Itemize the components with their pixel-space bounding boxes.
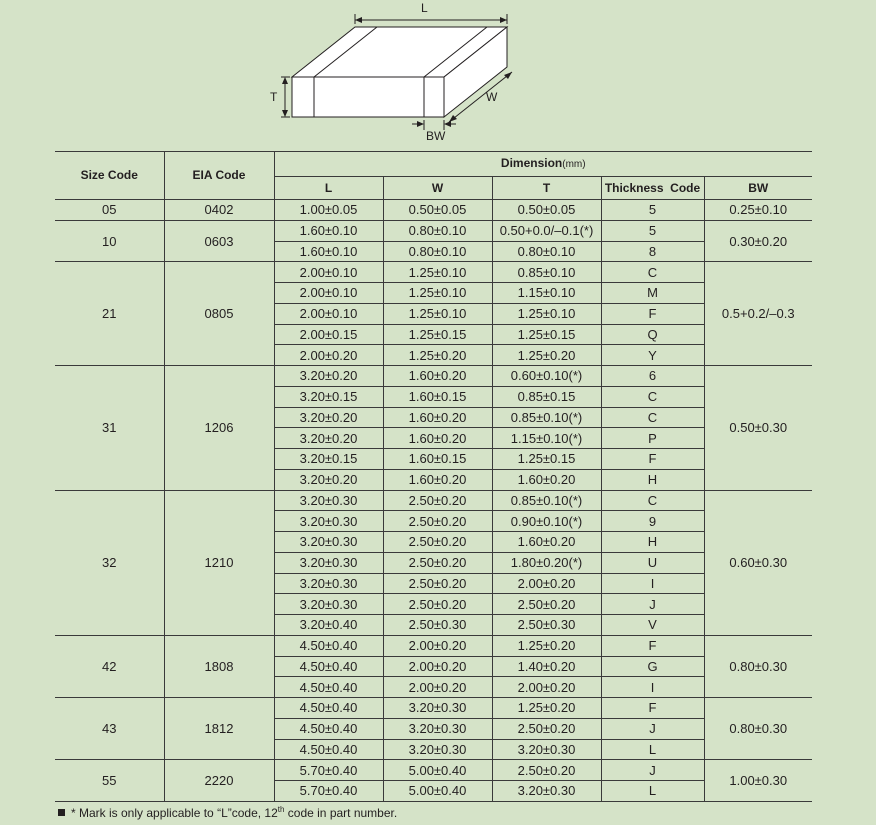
w-cell: 2.50±0.20: [383, 490, 492, 511]
t-cell: 1.80±0.20(*): [492, 552, 601, 573]
t-cell: 0.50+0.0/–0.1(*): [492, 220, 601, 241]
eia-code-cell: 0805: [164, 262, 274, 366]
size-code-cell: 21: [55, 262, 164, 366]
size-code-cell: 43: [55, 698, 164, 760]
t-cell: 1.25±0.20: [492, 635, 601, 656]
bw-cell: 0.50±0.30: [704, 366, 812, 491]
thickness-code-cell: F: [601, 635, 704, 656]
t-cell: 1.60±0.20: [492, 532, 601, 553]
w-cell: 2.50±0.20: [383, 532, 492, 553]
bullet-square-icon: [58, 809, 65, 816]
size-code-cell: 10: [55, 220, 164, 262]
l-cell: 3.20±0.20: [274, 407, 383, 428]
l-cell: 4.50±0.40: [274, 698, 383, 719]
w-cell: 2.00±0.20: [383, 656, 492, 677]
w-cell: 0.80±0.10: [383, 220, 492, 241]
t-cell: 2.00±0.20: [492, 677, 601, 698]
size-code-cell: 32: [55, 490, 164, 635]
thickness-code-cell: 5: [601, 200, 704, 221]
bw-cell: 0.60±0.30: [704, 490, 812, 635]
w-cell: 1.25±0.10: [383, 303, 492, 324]
thickness-code-cell: F: [601, 698, 704, 719]
thickness-code-cell: L: [601, 739, 704, 760]
t-cell: 2.00±0.20: [492, 573, 601, 594]
eia-code-cell: 1812: [164, 698, 274, 760]
l-cell: 4.50±0.40: [274, 739, 383, 760]
thickness-code-cell: F: [601, 303, 704, 324]
thickness-code-cell: M: [601, 283, 704, 304]
label-w: W: [486, 90, 498, 104]
l-cell: 3.20±0.40: [274, 615, 383, 636]
l-cell: 2.00±0.10: [274, 262, 383, 283]
t-cell: 2.50±0.20: [492, 718, 601, 739]
t-cell: 0.85±0.15: [492, 386, 601, 407]
t-cell: 0.85±0.10: [492, 262, 601, 283]
w-cell: 2.50±0.30: [383, 615, 492, 636]
l-cell: 3.20±0.30: [274, 573, 383, 594]
t-cell: 1.15±0.10: [492, 283, 601, 304]
thickness-code-cell: V: [601, 615, 704, 636]
t-cell: 1.60±0.20: [492, 469, 601, 490]
w-cell: 0.50±0.05: [383, 200, 492, 221]
footnote: * Mark is only applicable to “L”code, 12th code in part number.: [58, 805, 397, 820]
l-cell: 4.50±0.40: [274, 677, 383, 698]
l-cell: 4.50±0.40: [274, 635, 383, 656]
bw-cell: 0.5+0.2/–0.3: [704, 262, 812, 366]
w-cell: 3.20±0.30: [383, 739, 492, 760]
thickness-code-cell: C: [601, 262, 704, 283]
w-cell: 2.00±0.20: [383, 635, 492, 656]
l-cell: 4.50±0.40: [274, 656, 383, 677]
header-size-code: Size Code: [55, 152, 164, 200]
bw-cell: 1.00±0.30: [704, 760, 812, 802]
bw-cell: 0.80±0.30: [704, 635, 812, 697]
size-code-cell: 05: [55, 200, 164, 221]
l-cell: 4.50±0.40: [274, 718, 383, 739]
l-cell: 3.20±0.20: [274, 428, 383, 449]
l-cell: 2.00±0.20: [274, 345, 383, 366]
l-cell: 1.60±0.10: [274, 241, 383, 262]
thickness-code-cell: H: [601, 532, 704, 553]
l-cell: 3.20±0.15: [274, 449, 383, 470]
thickness-code-cell: Q: [601, 324, 704, 345]
table-row: [55, 200, 812, 221]
l-cell: 3.20±0.20: [274, 366, 383, 387]
w-cell: 2.00±0.20: [383, 677, 492, 698]
t-cell: 1.25±0.20: [492, 345, 601, 366]
l-cell: 5.70±0.40: [274, 781, 383, 802]
eia-code-cell: 1808: [164, 635, 274, 697]
w-cell: 2.50±0.20: [383, 594, 492, 615]
t-cell: 2.50±0.20: [492, 594, 601, 615]
thickness-code-cell: I: [601, 677, 704, 698]
thickness-code-cell: 9: [601, 511, 704, 532]
t-cell: 2.50±0.30: [492, 615, 601, 636]
t-cell: 0.60±0.10(*): [492, 366, 601, 387]
thickness-code-cell: C: [601, 407, 704, 428]
w-cell: 2.50±0.20: [383, 552, 492, 573]
label-l: L: [421, 1, 428, 15]
thickness-code-cell: J: [601, 760, 704, 781]
t-cell: 0.80±0.10: [492, 241, 601, 262]
table-row: [55, 220, 812, 241]
l-cell: 3.20±0.15: [274, 386, 383, 407]
w-cell: 1.60±0.20: [383, 469, 492, 490]
w-cell: 1.25±0.20: [383, 345, 492, 366]
t-cell: 0.85±0.10(*): [492, 490, 601, 511]
w-cell: 5.00±0.40: [383, 760, 492, 781]
label-bw: BW: [426, 129, 446, 143]
bw-cell: 0.25±0.10: [704, 200, 812, 221]
l-cell: 3.20±0.30: [274, 511, 383, 532]
t-cell: 0.85±0.10(*): [492, 407, 601, 428]
chip-dimension-diagram: [0, 0, 876, 150]
t-cell: 1.25±0.20: [492, 698, 601, 719]
thickness-code-cell: J: [601, 718, 704, 739]
dimension-table: [55, 151, 812, 802]
w-cell: 1.25±0.10: [383, 283, 492, 304]
l-cell: 3.20±0.30: [274, 552, 383, 573]
t-cell: 1.15±0.10(*): [492, 428, 601, 449]
w-cell: 1.60±0.15: [383, 386, 492, 407]
t-cell: 1.25±0.10: [492, 303, 601, 324]
header-thickness-code: Thickness Code: [601, 177, 704, 200]
l-cell: 1.60±0.10: [274, 220, 383, 241]
thickness-code-cell: 5: [601, 220, 704, 241]
w-cell: 1.60±0.20: [383, 407, 492, 428]
thickness-code-cell: L: [601, 781, 704, 802]
t-cell: 0.90±0.10(*): [492, 511, 601, 532]
eia-code-cell: 1210: [164, 490, 274, 635]
l-cell: 3.20±0.30: [274, 532, 383, 553]
thickness-code-cell: P: [601, 428, 704, 449]
l-cell: 3.20±0.30: [274, 594, 383, 615]
w-cell: 1.60±0.20: [383, 428, 492, 449]
table-row: [55, 366, 812, 387]
thickness-code-cell: C: [601, 490, 704, 511]
w-cell: 1.60±0.20: [383, 366, 492, 387]
header-dimension: Dimension(mm): [274, 152, 812, 177]
w-cell: 3.20±0.30: [383, 698, 492, 719]
thickness-code-cell: 6: [601, 366, 704, 387]
w-cell: 1.25±0.15: [383, 324, 492, 345]
header-w: W: [383, 177, 492, 200]
size-code-cell: 42: [55, 635, 164, 697]
l-cell: 1.00±0.05: [274, 200, 383, 221]
thickness-code-cell: G: [601, 656, 704, 677]
bw-cell: 0.80±0.30: [704, 698, 812, 760]
t-cell: 3.20±0.30: [492, 739, 601, 760]
eia-code-cell: 0402: [164, 200, 274, 221]
l-cell: 2.00±0.10: [274, 283, 383, 304]
thickness-code-cell: Y: [601, 345, 704, 366]
header-t: T: [492, 177, 601, 200]
t-cell: 1.25±0.15: [492, 449, 601, 470]
t-cell: 3.20±0.30: [492, 781, 601, 802]
t-cell: 1.40±0.20: [492, 656, 601, 677]
size-code-cell: 31: [55, 366, 164, 491]
eia-code-cell: 1206: [164, 366, 274, 491]
header-bw: BW: [704, 177, 812, 200]
thickness-code-cell: F: [601, 449, 704, 470]
header-l: L: [274, 177, 383, 200]
thickness-code-cell: H: [601, 469, 704, 490]
thickness-code-cell: C: [601, 386, 704, 407]
table-row: [55, 635, 812, 656]
l-cell: 2.00±0.10: [274, 303, 383, 324]
w-cell: 2.50±0.20: [383, 511, 492, 532]
table-row: [55, 698, 812, 719]
thickness-code-cell: 8: [601, 241, 704, 262]
t-cell: 2.50±0.20: [492, 760, 601, 781]
table-row: [55, 760, 812, 781]
bw-cell: 0.30±0.20: [704, 220, 812, 262]
thickness-code-cell: I: [601, 573, 704, 594]
w-cell: 1.60±0.15: [383, 449, 492, 470]
table-row: [55, 262, 812, 283]
l-cell: 3.20±0.30: [274, 490, 383, 511]
w-cell: 2.50±0.20: [383, 573, 492, 594]
thickness-code-cell: U: [601, 552, 704, 573]
t-cell: 0.50±0.05: [492, 200, 601, 221]
header-eia-code: EIA Code: [164, 152, 274, 200]
l-cell: 5.70±0.40: [274, 760, 383, 781]
table-body: [55, 200, 812, 802]
w-cell: 3.20±0.30: [383, 718, 492, 739]
w-cell: 5.00±0.40: [383, 781, 492, 802]
size-code-cell: 55: [55, 760, 164, 802]
w-cell: 0.80±0.10: [383, 241, 492, 262]
table-row: [55, 490, 812, 511]
l-cell: 2.00±0.15: [274, 324, 383, 345]
w-cell: 1.25±0.10: [383, 262, 492, 283]
thickness-code-cell: J: [601, 594, 704, 615]
l-cell: 3.20±0.20: [274, 469, 383, 490]
eia-code-cell: 2220: [164, 760, 274, 802]
t-cell: 1.25±0.15: [492, 324, 601, 345]
eia-code-cell: 0603: [164, 220, 274, 262]
label-t: T: [270, 90, 278, 104]
